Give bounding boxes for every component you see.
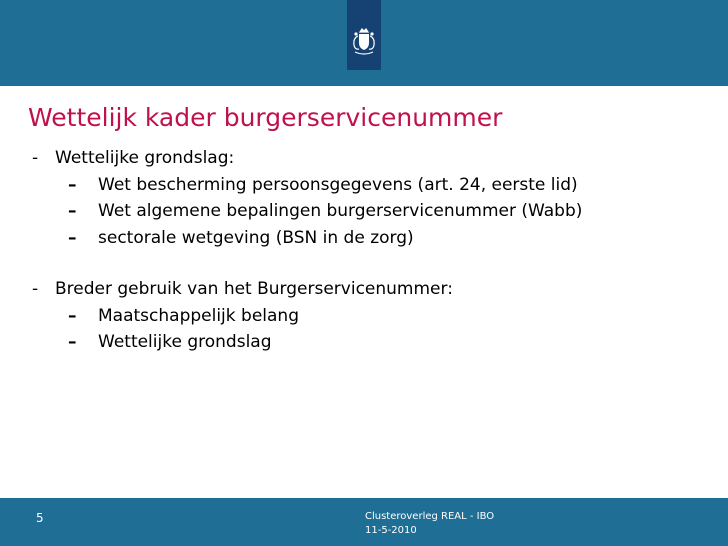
sub-bullet-text: Wettelijke grondslag <box>98 332 272 352</box>
sub-bullet-marker: – <box>68 332 77 352</box>
logo-box <box>347 0 381 70</box>
footer-text <box>365 510 494 538</box>
sub-bullet-marker: – <box>68 201 77 221</box>
slide-title: Wettelijk kader burgerservicenummer <box>28 103 503 132</box>
bullet-text: Wettelijke grondslag: <box>55 148 235 168</box>
bullet-marker: - <box>32 279 39 299</box>
sub-bullet-text: Wet algemene bepalingen burgerservicenummer (Wabb) <box>98 201 583 221</box>
sub-bullet-text: sectorale wetgeving (BSN in de zorg) <box>98 228 414 248</box>
sub-bullet-text: Maatschappelijk belang <box>98 306 299 326</box>
footer-line-1: Clusteroverleg REAL - IBO <box>365 511 495 522</box>
page-number: 5 <box>36 511 44 525</box>
coat-of-arms-icon <box>350 28 378 58</box>
sub-bullet-text: Wet bescherming persoonsgegevens (art. 24, eerste lid) <box>98 175 578 195</box>
sub-bullet-marker: – <box>68 175 77 195</box>
sub-bullet-marker: – <box>68 306 77 326</box>
bullet-marker: - <box>32 148 39 168</box>
footer-line-2: 11-5-2010 <box>365 525 417 536</box>
sub-bullet-marker: – <box>68 228 77 248</box>
footer-band <box>0 498 728 546</box>
bullet-text: Breder gebruik van het Burgerservicenummer: <box>55 279 453 299</box>
